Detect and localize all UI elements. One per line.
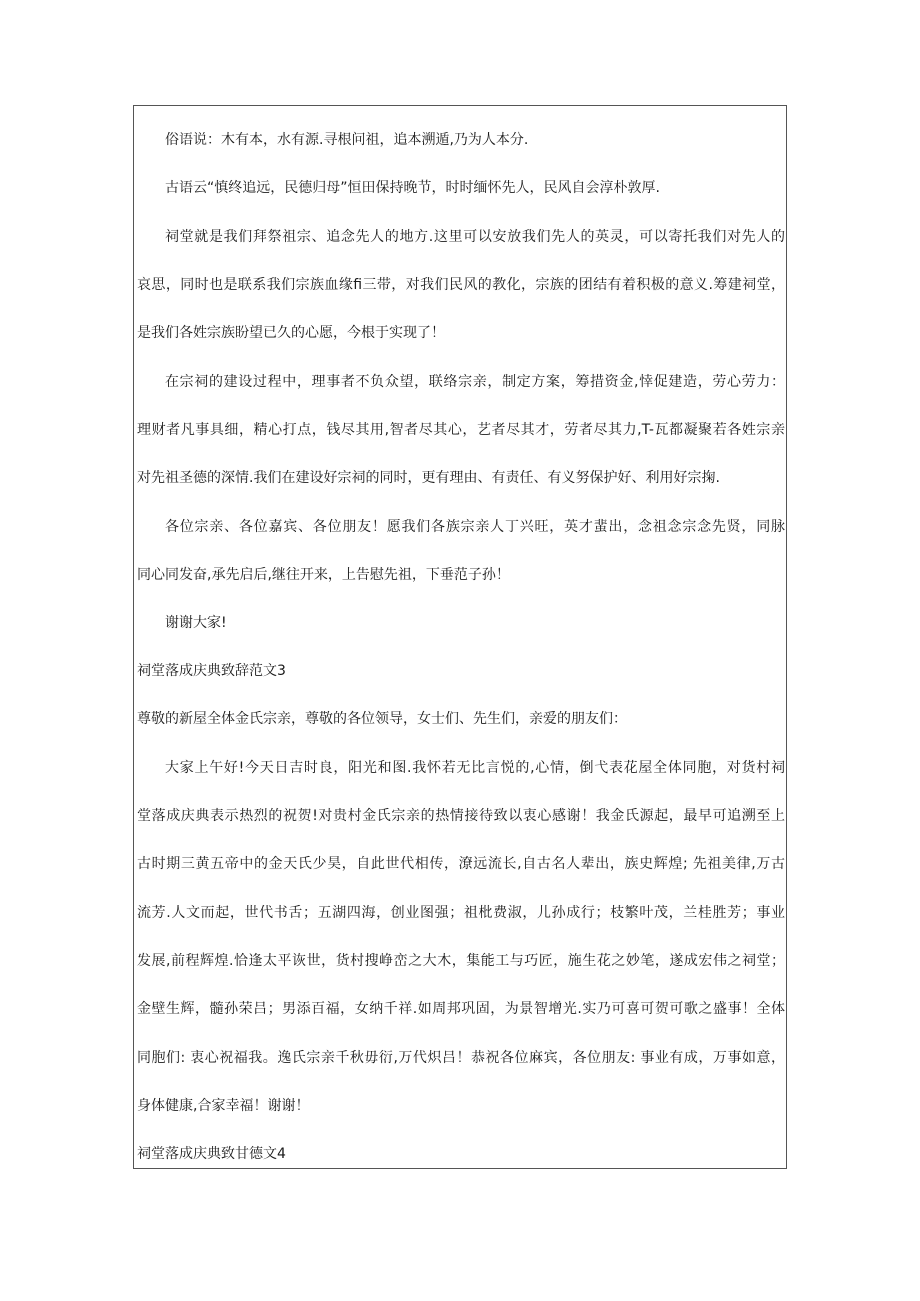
paragraph-line: 同心同发奋,承先启后,继往开来，上告慰先祖，下垂范子孙！ [137,567,510,583]
section-heading: 祠堂落成庆典致辞范文3 [137,663,286,679]
paragraph-line: 同胞们: 衷心祝福我。逸氏宗亲千秋毋衍,万代炽吕！恭祝各位麻宾，各位朋友: 事业有成，万事如意， [137,1050,785,1066]
paragraph-line: 是我们各姓宗族盼望已久的心愿，今根于实现了！ [137,325,445,341]
paragraph-line: 流芳.人文而起，世代书舌；五湖四海，创业图强；祖枇费淑，儿孙成行；枝繁叶茂，兰桂胜芳；事业 [137,905,785,921]
paragraph-line: 大家上午好!今天日吉时良，阳光和图.我怀若无比言悦的,心情，倒弋表花屋全体同胞，对货村祠 [165,760,785,776]
paragraph-line: 古时期三黄五帝中的金天氏少昊，自此世代相传，潦远流长,自古名人辈出，族史辉煌; 先祖美律,万古 [137,856,785,872]
paragraph-line: 堂落成庆典表示热烈的祝贺!对贵村金氏宗亲的热情接待致以衷心感谢！我金氏源起，最早可追溯至上 [137,808,785,824]
paragraph-line: 发展,前程辉煌.恰逢太平诙世，货村搜峥峦之大木，集能工与巧匠，施生花之妙笔，遂成宏伟之祠堂； [137,953,785,969]
paragraph-line: 俗语说：木有本，水有源.寻根问祖，追本溯遁,乃为人本分. [165,132,529,148]
paragraph-line: 哀思，同时也是联系我们宗族血缘fi三带，对我们民风的教化，宗族的团结有着积极的意义.筹建祠堂， [137,277,785,293]
paragraph-line: 谢谢大家! [165,615,227,631]
paragraph-line: 理财者凡事具细，精心打点，钱尽其用,智者尽其心，艺者尽其才，劳者尽其力,T-瓦都凝聚若各姓宗亲 [137,422,785,438]
paragraph-line: 身体健康,合家幸福！谢谢！ [137,1098,310,1114]
section-heading: 祠堂落成庆典致甘德文4 [137,1146,286,1162]
paragraph-line: 古语云“慎终追远，民德归母”恒田保持晚节，时时缅怀先人，民风自会淳朴敦厚. [165,180,660,196]
paragraph-line: 对先祖圣德的深情.我们在建设好宗祠的同时，更有理由、有责任、有义努保护好、利用好宗掬. [137,470,720,486]
paragraph-line: 在宗祠的建设过程中，理事者不负众望，联络宗亲，制定方案，筹措资金,悻促建造，劳心劳力： [165,374,785,390]
paragraph-line: 金壁生辉，髓孙荣吕；男添百福，女纳千祥.如周邦巩固，为景智增光.实乃可喜可贺可歌之盛事！全体 [137,1001,785,1017]
paragraph-line: 祠堂就是我们拜祭祖宗、追念先人的地方.这里可以安放我们先人的英灵，可以寄托我们对先人的 [165,229,785,245]
salutation-line: 尊敬的新屋全体金氏宗亲，尊敬的各位领导，女士们、先生们，亲爱的朋友们： [137,711,627,727]
paragraph-line: 各位宗亲、各位嘉宾、各位朋友！愿我们各族宗亲人丁兴旺，英才蜚出，念祖念宗念先贤，同脉 [165,519,785,535]
